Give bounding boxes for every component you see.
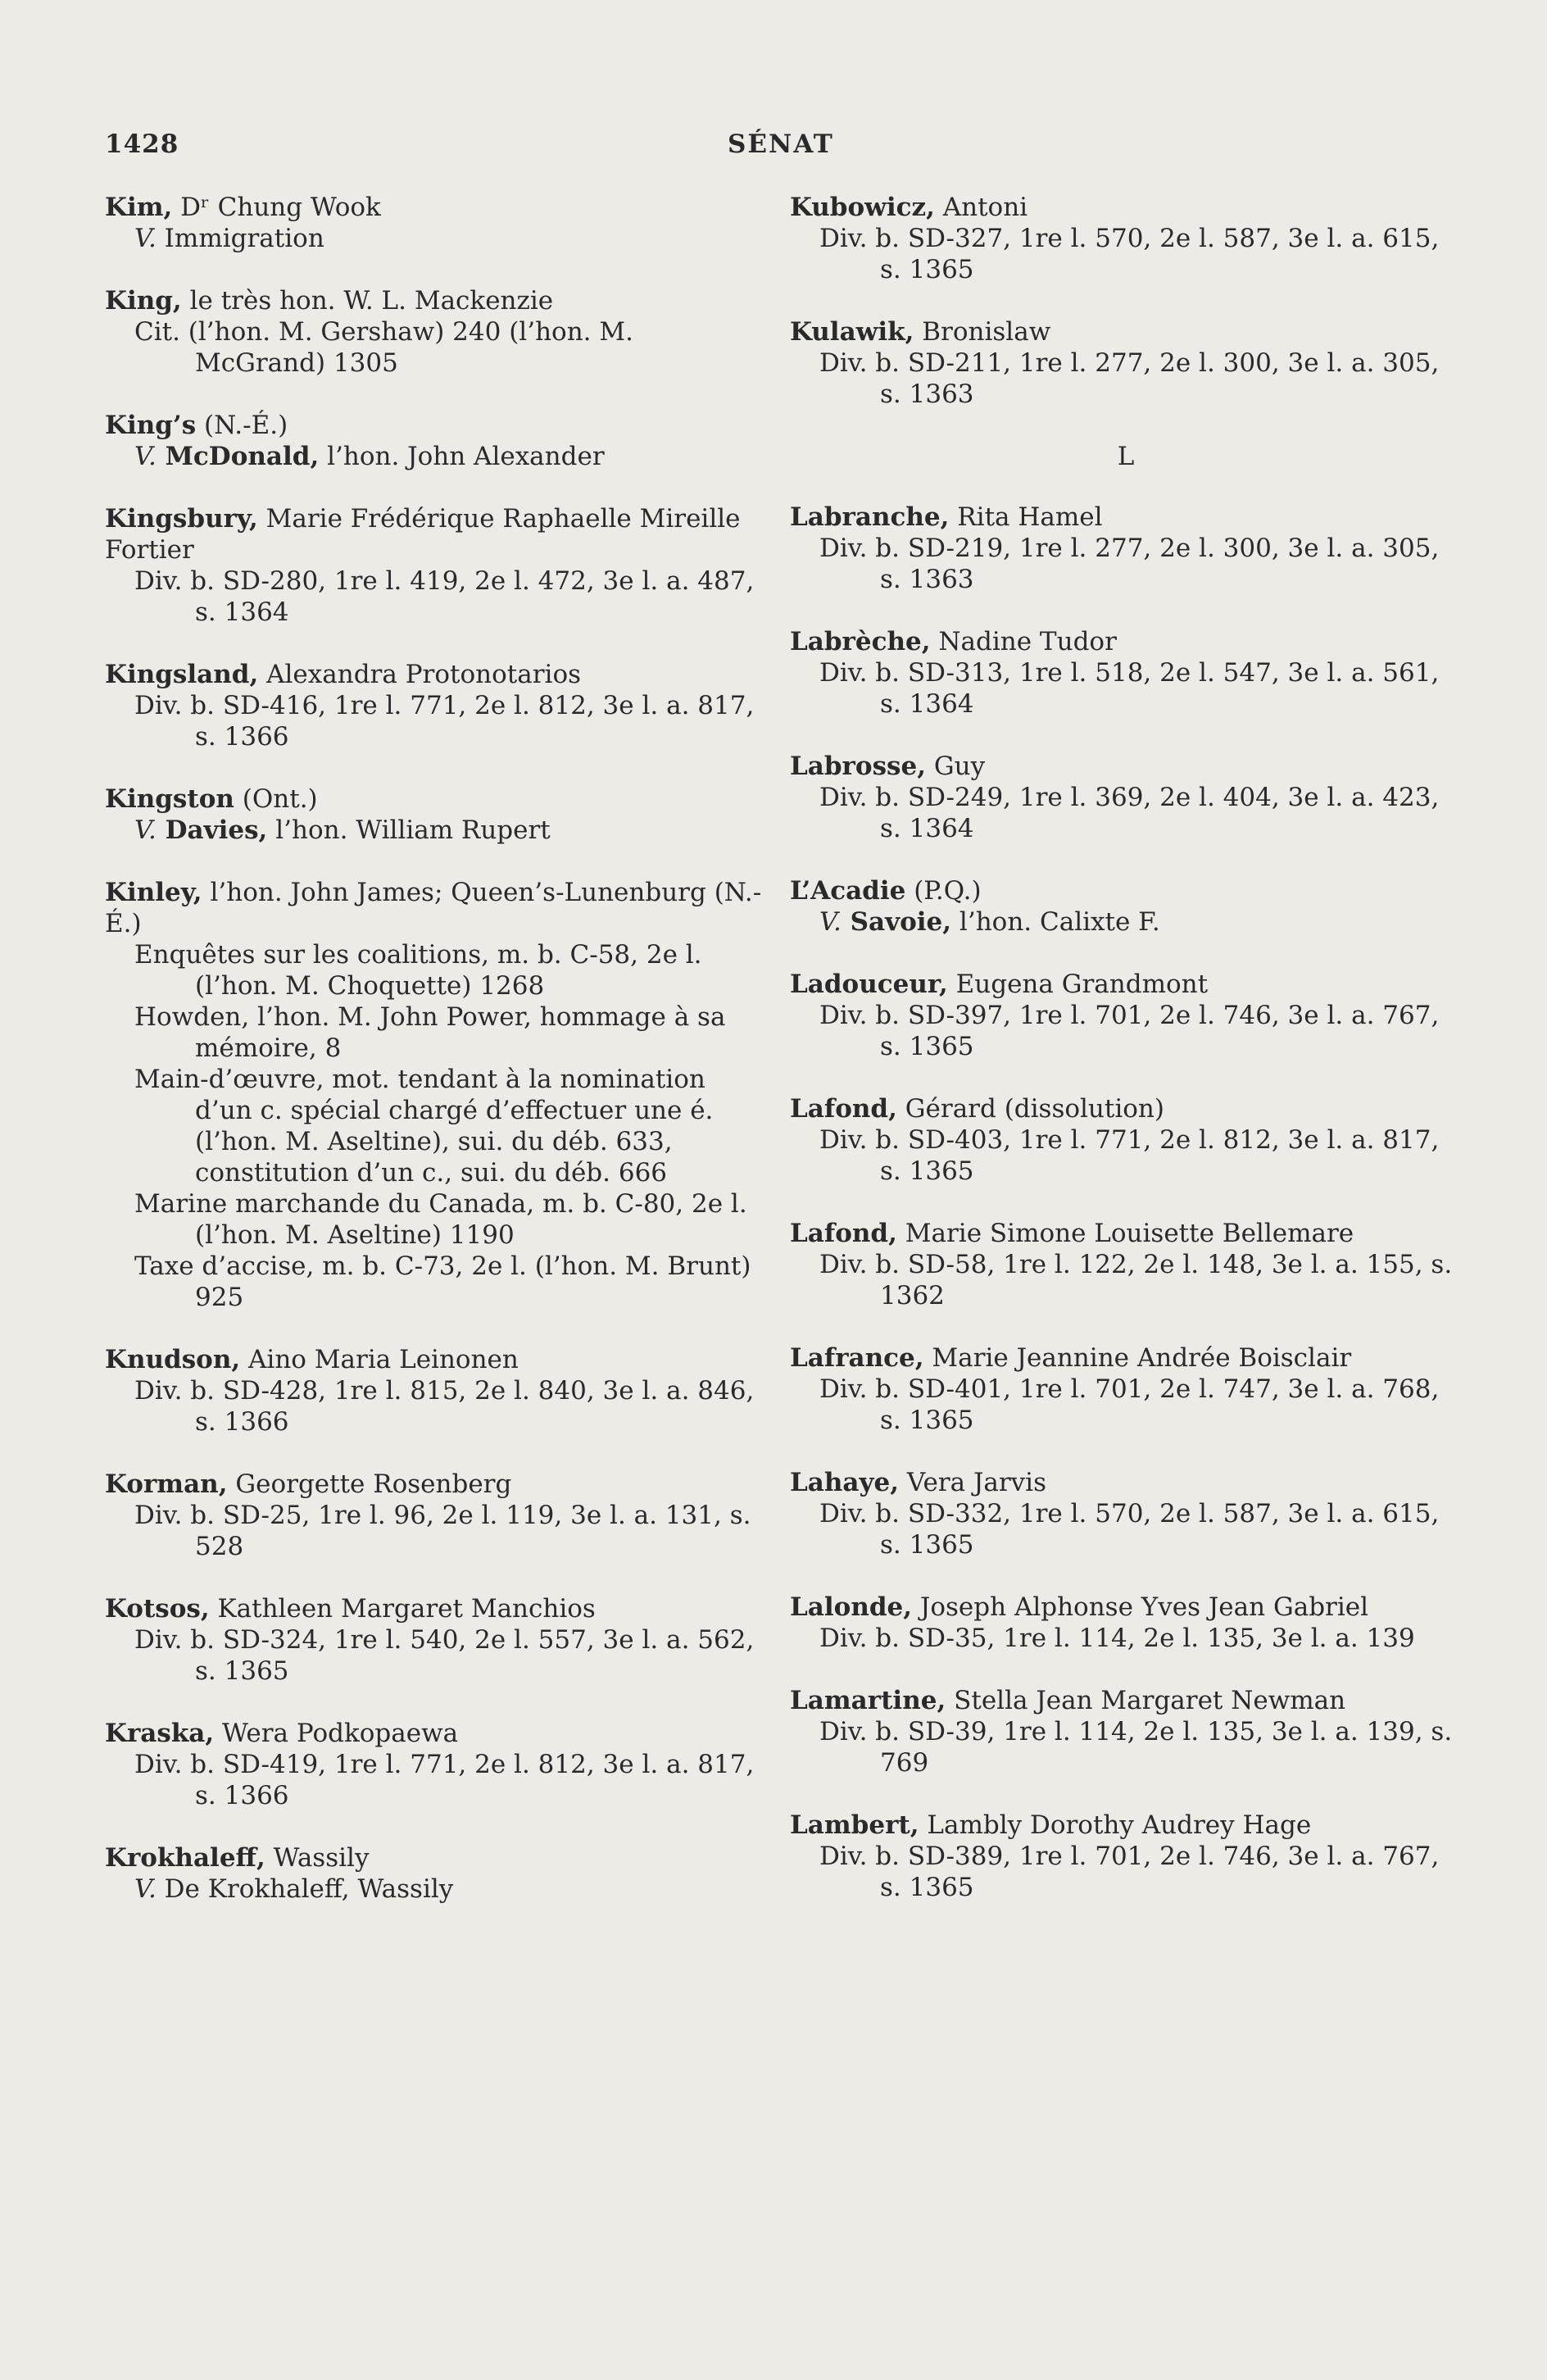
entry-heading (105, 410, 769, 441)
entry-name: Lahaye, (790, 1468, 900, 1497)
index-entry (790, 969, 1462, 1062)
entry-reference (105, 1749, 769, 1811)
reference-text: Div. b. SD-219, 1re l. 277, 2e l. 300, 3e l. a. 305, s. 1363 (819, 534, 1440, 594)
reference-text: Div. b. SD-397, 1re l. 701, 2e l. 746, 3e l. a. 767, s. 1365 (819, 1001, 1440, 1061)
entry-name-rest: Kathleen Margaret Manchios (209, 1594, 596, 1624)
index-entry (105, 1469, 769, 1562)
entry-reference (105, 1500, 769, 1562)
entry-name-rest: Guy (926, 752, 986, 781)
see-reference: V. (134, 442, 157, 471)
entry-reference (105, 565, 769, 628)
reference-text: Div. b. SD-58, 1re l. 122, 2e l. 148, 3e l. a. 155, s. 1362 (819, 1250, 1453, 1310)
entry-reference (790, 533, 1462, 595)
index-entry (105, 783, 769, 846)
index-entry (105, 192, 769, 254)
entry-reference (790, 782, 1462, 844)
entry-heading (105, 1718, 769, 1749)
entry-heading (790, 1685, 1462, 1716)
entry-name-rest: Marie Jeannine Andrée Boisclair (923, 1343, 1352, 1373)
entry-heading (790, 1592, 1462, 1623)
page-number: 1428 (105, 129, 179, 159)
entry-name-rest: Wera Podkopaewa (214, 1719, 459, 1748)
entry-name: Kingsland, (105, 660, 259, 689)
entry-reference (790, 347, 1462, 410)
entry-reference (105, 1375, 769, 1438)
entry-heading (105, 1842, 769, 1874)
index-column-left (105, 192, 769, 1936)
entry-name: Lalonde, (790, 1592, 913, 1622)
reference-text: Enquêtes sur les coalitions, m. b. C-58, 2e l. (l’hon. M. Choquette) 1268 (134, 940, 702, 1001)
entry-name: Labranche, (790, 502, 950, 532)
entry-reference (790, 1716, 1462, 1778)
reference-text: Main-d’œuvre, mot. tendant à la nomination d’un c. spécial chargé d’effectuer une é. (l’hon. M. Aseltine), sui. du déb. 633, constitution d’un c., sui. du déb. 666 (134, 1065, 714, 1188)
index-entry (790, 1467, 1462, 1560)
index-entry (790, 875, 1462, 938)
entry-name: Knudson, (105, 1345, 241, 1374)
index-entry (790, 1342, 1462, 1436)
index-entry (790, 751, 1462, 844)
reference-text: Div. b. SD-313, 1re l. 518, 2e l. 547, 3e l. a. 561, s. 1364 (819, 658, 1440, 719)
index-entry (105, 410, 769, 472)
reference-text: l’hon. John Alexander (319, 442, 605, 471)
reference-text: Div. b. SD-327, 1re l. 570, 2e l. 587, 3e l. a. 615, s. 1365 (819, 224, 1440, 284)
see-reference: V. (134, 1874, 157, 1904)
entry-name-rest: Aino Maria Leinonen (240, 1345, 519, 1374)
entry-reference (105, 1064, 769, 1188)
entry-heading (790, 969, 1462, 1000)
entry-name: King, (105, 286, 182, 316)
entry-heading (790, 626, 1462, 657)
entry-name-rest: Wassily (265, 1843, 370, 1873)
entry-name-rest: Rita Hamel (949, 502, 1103, 532)
entry-reference (105, 316, 769, 379)
entry-name-rest: Stella Jean Margaret Newman (946, 1686, 1346, 1715)
entry-name-rest: Dʳ Chung Wook (172, 193, 381, 222)
entry-name-rest: Alexandra Protonotarios (258, 660, 582, 689)
entry-heading (790, 502, 1462, 533)
entry-heading (790, 192, 1462, 223)
entry-reference (105, 441, 769, 472)
entry-heading (790, 875, 1462, 906)
index-entry (790, 626, 1462, 720)
index-entry (105, 1842, 769, 1905)
entry-heading (790, 751, 1462, 782)
see-reference: V. (134, 224, 157, 253)
entry-reference (790, 657, 1462, 720)
reference-text: Div. b. SD-25, 1re l. 96, 2e l. 119, 3e l. a. 131, s. 528 (134, 1501, 751, 1561)
entry-name-rest: Antoni (934, 193, 1028, 222)
entry-name: Labrèche, (790, 627, 931, 656)
entry-name: Kingston (105, 784, 234, 814)
entry-heading (790, 1467, 1462, 1498)
entry-name-rest: Vera Jarvis (899, 1468, 1047, 1497)
entry-name: Lafond, (790, 1094, 897, 1124)
index-entry (105, 1344, 769, 1438)
index-entry (105, 285, 769, 379)
entry-name: Kraska, (105, 1719, 215, 1748)
entry-reference (790, 1000, 1462, 1062)
entry-reference (790, 1498, 1462, 1560)
entry-reference (105, 939, 769, 1002)
entry-reference (105, 1624, 769, 1687)
entry-name: Lamartine, (790, 1686, 946, 1715)
index-entry (790, 1810, 1462, 1903)
entry-list-left (105, 192, 769, 1905)
entry-name: Korman, (105, 1469, 228, 1499)
entry-reference (790, 1374, 1462, 1436)
entry-name-rest: Bronislaw (914, 317, 1051, 347)
reference-text: Div. b. SD-35, 1re l. 114, 2e l. 135, 3e l. a. 139 (819, 1624, 1415, 1653)
index-entry (790, 192, 1462, 285)
entry-name-rest: Nadine Tudor (930, 627, 1117, 656)
see-reference: V. (819, 907, 842, 937)
entry-heading (105, 1344, 769, 1375)
index-entry (105, 1718, 769, 1811)
reference-text: l’hon. Calixte F. (951, 907, 1160, 937)
entry-name: Kim, (105, 193, 173, 222)
entry-name: Kulawik, (790, 317, 914, 347)
entry-reference (790, 1249, 1462, 1311)
entry-name-rest: le très hon. W. L. Mackenzie (181, 286, 554, 316)
reference-name: Savoie, (841, 907, 952, 937)
reference-text: Div. b. SD-419, 1re l. 771, 2e l. 812, 3e l. a. 817, s. 1366 (134, 1750, 755, 1810)
reference-text: Div. b. SD-428, 1re l. 815, 2e l. 840, 3e l. a. 846, s. 1366 (134, 1376, 755, 1437)
index-entry (790, 1093, 1462, 1187)
entry-name-rest: l’hon. John James; Queen’s-Lunenburg (N.-É.) (105, 878, 762, 938)
reference-text: Div. b. SD-39, 1re l. 114, 2e l. 135, 3e l. a. 139, s. 769 (819, 1717, 1453, 1778)
entry-heading (105, 1469, 769, 1500)
entry-name: Lambert, (790, 1810, 919, 1840)
entry-heading (105, 1593, 769, 1624)
entry-name: Lafrance, (790, 1343, 924, 1373)
entry-reference (790, 223, 1462, 285)
reference-text: Div. b. SD-401, 1re l. 701, 2e l. 747, 3e l. a. 768, s. 1365 (819, 1374, 1440, 1435)
entry-name-rest: Marie Simone Louisette Bellemare (896, 1219, 1354, 1248)
reference-text: Taxe d’accise, m. b. C-73, 2e l. (l’hon. M. Brunt) 925 (134, 1251, 751, 1312)
entry-heading (105, 285, 769, 316)
entry-name-rest: Georgette Rosenberg (227, 1469, 512, 1499)
section-letter: L (1117, 442, 1135, 471)
index-entry (105, 503, 769, 628)
reference-text: Cit. (l’hon. M. Gershaw) 240 (l’hon. M. McGrand) 1305 (134, 317, 633, 378)
entry-name: Ladouceur, (790, 970, 948, 999)
reference-text: Marine marchande du Canada, m. b. C-80, 2e l. (l’hon. M. Aseltine) 1190 (134, 1189, 747, 1250)
see-reference: V. (134, 815, 157, 845)
entry-name-rest: Eugena Grandmont (947, 970, 1209, 999)
entry-name: Krokhaleff, (105, 1843, 265, 1873)
index-entry (105, 1593, 769, 1687)
entry-heading (790, 1093, 1462, 1124)
reference-text: Div. b. SD-249, 1re l. 369, 2e l. 404, 3e l. a. 423, s. 1364 (819, 783, 1440, 843)
entry-name: Kinley, (105, 878, 202, 907)
reference-text: Div. b. SD-211, 1re l. 277, 2e l. 300, 3e l. a. 305, s. 1363 (819, 348, 1440, 409)
index-entry (105, 659, 769, 752)
entry-name-rest: (Ont.) (234, 784, 318, 814)
entry-name-rest: Lambly Dorothy Audrey Hage (919, 1810, 1312, 1840)
entry-name: Kingsbury, (105, 504, 258, 534)
entry-heading (790, 1810, 1462, 1841)
index-entry (790, 1592, 1462, 1654)
entry-heading (105, 877, 769, 939)
entry-reference (105, 1251, 769, 1313)
entry-reference (790, 1623, 1462, 1654)
entry-reference (105, 1188, 769, 1251)
entry-reference (790, 906, 1462, 938)
entry-name: Kotsos, (105, 1594, 210, 1624)
page-title: SÉNAT (728, 129, 834, 159)
entry-heading (105, 659, 769, 690)
entry-reference (790, 1841, 1462, 1903)
reference-text: Div. b. SD-324, 1re l. 540, 2e l. 557, 3e l. a. 562, s. 1365 (134, 1625, 755, 1686)
entry-name: Lafond, (790, 1219, 897, 1248)
reference-name: Davies, (156, 815, 268, 845)
entry-heading (105, 783, 769, 815)
reference-text: Div. b. SD-416, 1re l. 771, 2e l. 812, 3e l. a. 817, s. 1366 (134, 691, 755, 752)
reference-text: Div. b. SD-332, 1re l. 570, 2e l. 587, 3e l. a. 615, s. 1365 (819, 1499, 1440, 1560)
entry-name: Labrosse, (790, 752, 926, 781)
entry-name: Kubowicz, (790, 193, 935, 222)
entry-reference (105, 815, 769, 846)
reference-text: Div. b. SD-389, 1re l. 701, 2e l. 746, 3e l. a. 767, s. 1365 (819, 1842, 1440, 1902)
entry-list-right-bottom (790, 502, 1462, 1903)
entry-heading (105, 503, 769, 565)
reference-text: De Krokhaleff, Wassily (156, 1874, 454, 1904)
reference-text: Div. b. SD-280, 1re l. 419, 2e l. 472, 3e l. a. 487, s. 1364 (134, 566, 755, 627)
index-entry (790, 1218, 1462, 1311)
reference-text: l’hon. William Rupert (267, 815, 551, 845)
reference-text: Immigration (156, 224, 324, 253)
index-column-right (790, 192, 1462, 1934)
entry-heading (790, 1218, 1462, 1249)
index-entry (790, 1685, 1462, 1778)
entry-name-rest: Joseph Alphonse Yves Jean Gabriel (912, 1592, 1369, 1622)
entry-reference (790, 1124, 1462, 1187)
index-entry (790, 502, 1462, 595)
entry-reference (105, 223, 769, 254)
entry-heading (790, 1342, 1462, 1374)
entry-name-rest: Marie Frédérique Raphaelle Mireille Fortier (105, 504, 741, 565)
reference-text: Div. b. SD-403, 1re l. 771, 2e l. 812, 3e l. a. 817, s. 1365 (819, 1125, 1440, 1186)
index-entry (105, 877, 769, 1313)
entry-name: King’s (105, 411, 197, 440)
entry-heading (790, 316, 1462, 347)
entry-name-rest: (P.Q.) (905, 876, 982, 906)
entry-name: L’Acadie (790, 876, 906, 906)
reference-name: McDonald, (156, 442, 320, 471)
entry-list-right-top (790, 192, 1462, 410)
entry-name-rest: (N.-É.) (196, 411, 288, 440)
reference-text: Howden, l’hon. M. John Power, hommage à sa mémoire, 8 (134, 1002, 726, 1063)
index-entry (790, 316, 1462, 410)
entry-reference (105, 1874, 769, 1905)
entry-heading (105, 192, 769, 223)
entry-name-rest: Gérard (dissolution) (896, 1094, 1164, 1124)
entry-reference (105, 1002, 769, 1064)
entry-reference (105, 690, 769, 752)
